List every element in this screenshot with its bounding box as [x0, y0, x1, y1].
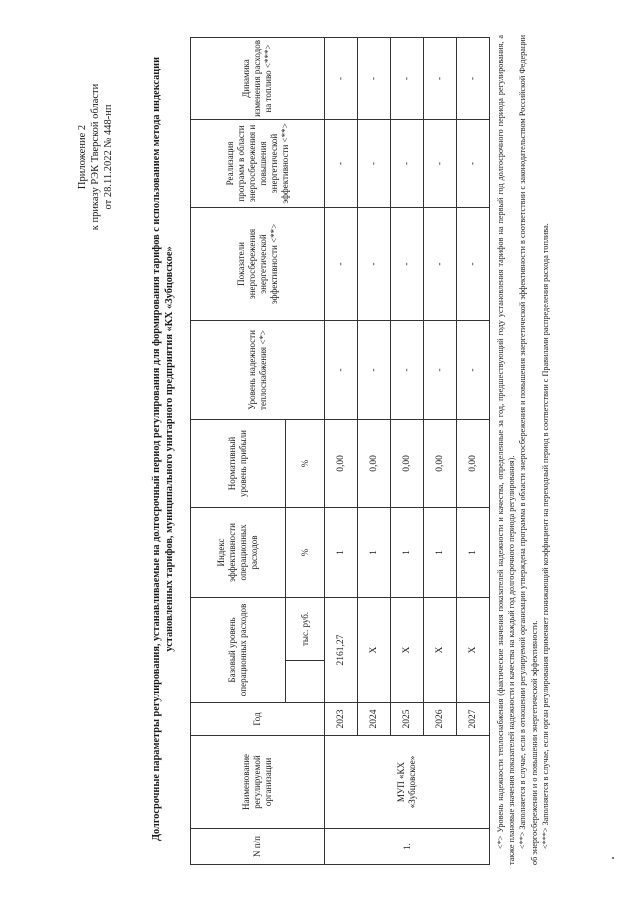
cell-profit: 0,00	[424, 419, 457, 507]
footnote-energy: <**> Заполняется в случае, если в отношении регулируемой организации утверждена программа в области энергосбережения и повышения энергетической эффективности в соответствии с законодательством Российской Федерации об энергосбережении и о повышении энергетической эффективности.	[518, 35, 539, 865]
footnotes	[495, 35, 551, 865]
header-row	[191, 37, 286, 864]
appendix-line-3: от 28.11.2022 № 448-нп	[103, 104, 114, 210]
cell-profit: 0,00	[358, 419, 391, 507]
appendix-line-1: Приложение 2	[77, 124, 88, 190]
unit-efficiency-index: %	[286, 507, 325, 597]
row-number: 1.	[325, 829, 490, 865]
cell-year: 2026	[424, 703, 457, 736]
cell-reliability: -	[424, 320, 457, 419]
cell-efficiency-index: 1	[391, 507, 424, 597]
cell-energy-programs: -	[424, 119, 457, 207]
cell-efficiency-index: 1	[457, 507, 490, 597]
cell-energy-programs: -	[358, 119, 391, 207]
header-fuel-dynamics: Динамика изменения расходов на топливо <***>	[191, 37, 325, 119]
cell-year: 2027	[457, 703, 490, 736]
cell-fuel-dynamics: -	[424, 37, 457, 119]
cell-year: 2025	[391, 703, 424, 736]
document-title: Долгосрочные параметры регулирования, устанавливаемые на долгосрочный период регулирования для формирования тарифов с использованием метода индексации установленных тарифов, муниципального унитарного предприятия «КХ «Зубцовское»	[151, 56, 175, 842]
appendix-header	[76, 57, 115, 257]
cell-profit: 0,00	[457, 419, 490, 507]
cell-reliability: -	[391, 320, 424, 419]
cell-profit: 0,00	[391, 419, 424, 507]
unit-base-cost: тыс. руб.	[286, 597, 325, 660]
header-profit: Нормативный уровень прибыли	[191, 419, 286, 507]
cell-fuel-dynamics: -	[457, 37, 490, 119]
table-row	[325, 37, 358, 864]
cell-base-cost: 2161,27	[325, 597, 358, 702]
cell-reliability: -	[325, 320, 358, 419]
cell-fuel-dynamics: -	[358, 37, 391, 119]
cell-year: 2023	[325, 703, 358, 736]
header-efficiency-index: Индекс эффективности операционных расходов	[191, 507, 286, 597]
cell-efficiency-index: 1	[325, 507, 358, 597]
cell-profit: 0,00	[325, 419, 358, 507]
cell-energy-programs: -	[325, 119, 358, 207]
cell-energy-indicators: -	[358, 207, 391, 320]
unit-profit: %	[286, 419, 325, 507]
cell-year: 2024	[358, 703, 391, 736]
parameters-table	[190, 37, 490, 865]
footnote-fuel: <***> Заполняется в случае, если орган регулирования применяет понижающий коэффициент на переходный период в соответствии с Правилами распределения расхода топлива.	[540, 223, 550, 849]
header-year: Год	[191, 703, 325, 736]
header-energy-programs: Реализация программ в области энергосбережения и повышения энергетической эффективности <**>	[191, 119, 325, 207]
cell-base-cost: X	[358, 597, 391, 702]
header-energy-indicators: Показатели энергосбережения энергетической эффективности <**>	[191, 207, 325, 320]
header-num: N п/п	[191, 829, 325, 865]
header-reliability: Уровень надежности теплоснабжения <*>	[191, 320, 325, 419]
cell-energy-indicators: -	[391, 207, 424, 320]
cell-base-cost: X	[457, 597, 490, 702]
cell-energy-indicators: -	[424, 207, 457, 320]
cell-fuel-dynamics: -	[325, 37, 358, 119]
cell-energy-programs: -	[391, 119, 424, 207]
cell-base-cost: X	[391, 597, 424, 702]
cell-efficiency-index: 1	[424, 507, 457, 597]
cell-reliability: -	[358, 320, 391, 419]
header-org: Наименование регулируемой организации	[191, 736, 325, 829]
unit-spacer	[286, 661, 325, 703]
org-name: МУП «КХ «Зубцовское»	[325, 736, 490, 829]
cell-energy-indicators: -	[325, 207, 358, 320]
cell-energy-indicators: -	[457, 207, 490, 320]
cell-base-cost: X	[424, 597, 457, 702]
scan-speck	[612, 857, 614, 859]
appendix-line-2: к приказу РЭК Тверской области	[90, 83, 101, 231]
cell-fuel-dynamics: -	[391, 37, 424, 119]
header-base-cost: Базовый уровень операционных расходов	[191, 597, 286, 702]
cell-efficiency-index: 1	[358, 507, 391, 597]
footnote-reliability: <*> Уровень надежности теплоснабжения (фактические значения показателей надежности и качества, определенные за год, предшествующий году установления тарифов на первый год долгосрочного периода регулирования, а также плановые значения показателей надежности и качества на каждый год долгосрочного периода регулирования).	[496, 35, 517, 865]
cell-energy-programs: -	[457, 119, 490, 207]
cell-reliability: -	[457, 320, 490, 419]
